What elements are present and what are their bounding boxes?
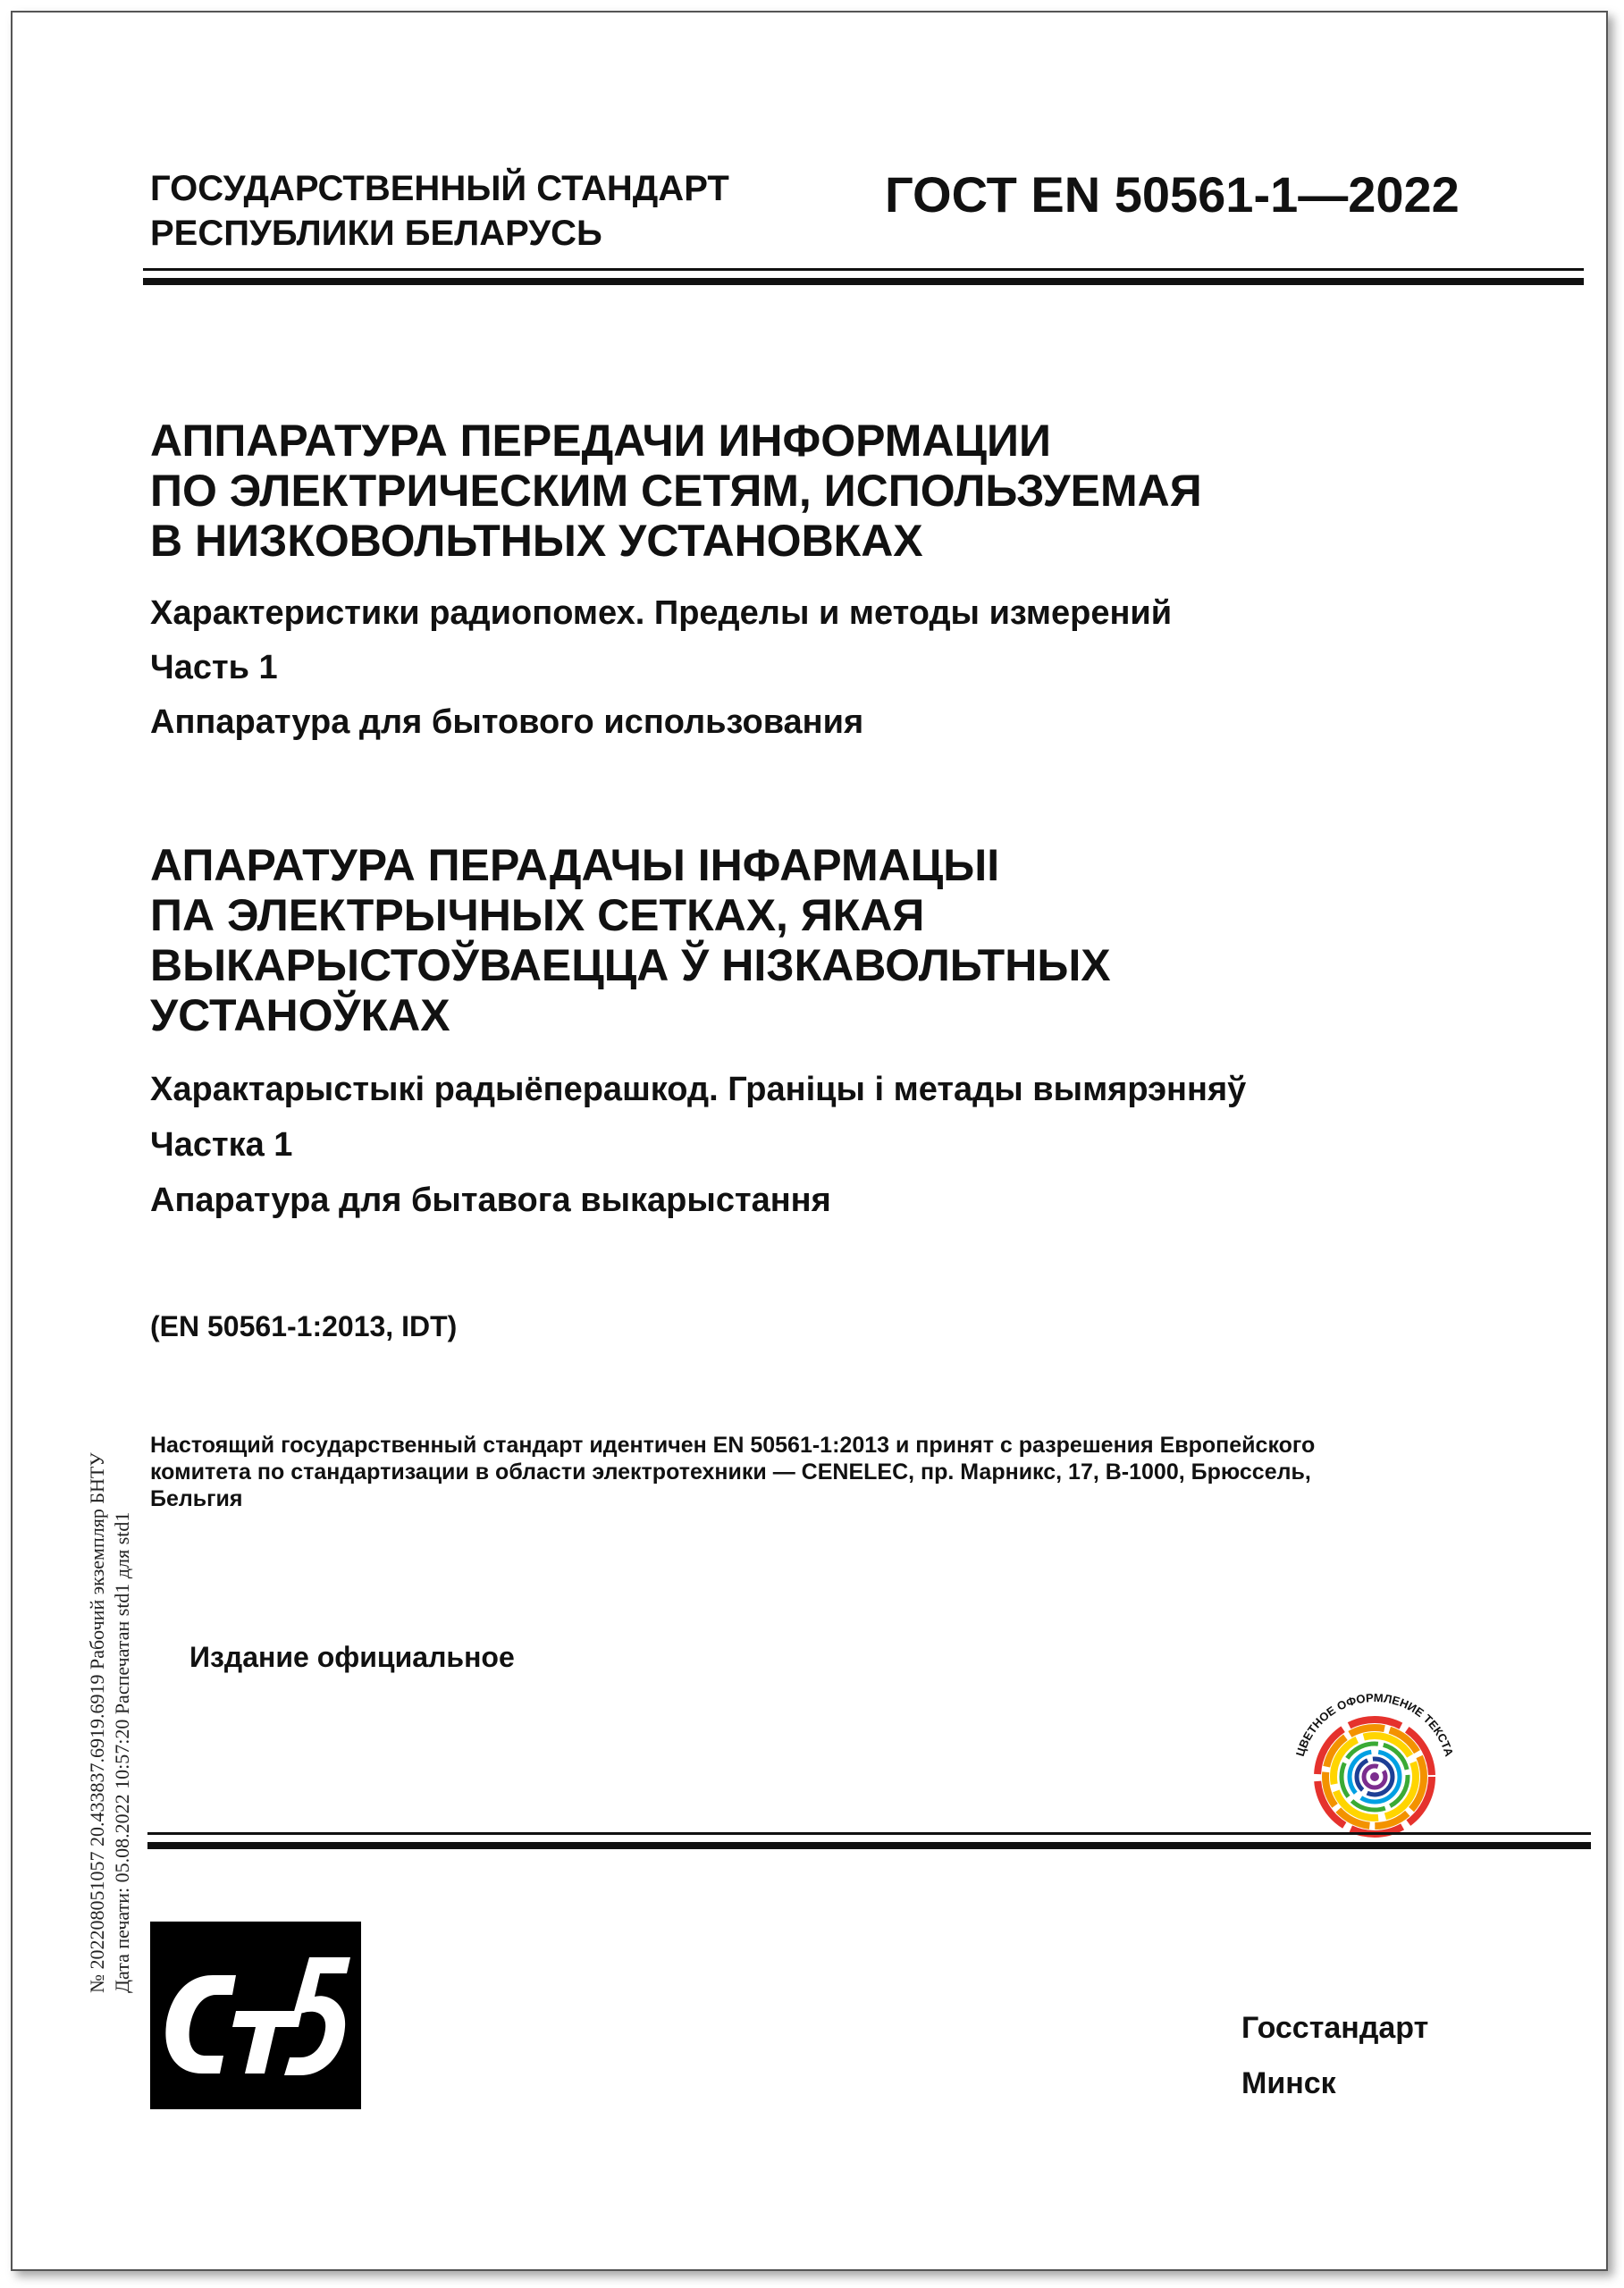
- notice-line-1: Настоящий государственный стандарт идентичен EN 50561-1:2013 и принят с разрешения Европейского: [150, 1433, 1316, 1458]
- part-ru: Часть 1: [150, 649, 278, 686]
- footer-rule-thin: [147, 1832, 1591, 1835]
- header-rule-thick: [143, 278, 1584, 285]
- title-by-line-1: АПАРАТУРА ПЕРАДАЧЫ ІНФАРМАЦЫІ: [150, 840, 1000, 890]
- color-design-badge-icon: [1276, 1668, 1473, 1864]
- part-title-by: Апаратура для бытавога выкарыстання: [150, 1182, 831, 1219]
- badge-text: ЦВЕТНОЕ ОФОРМЛЕНИЕ ТЕКСТА: [1292, 1690, 1457, 1758]
- footer-rule-thick: [147, 1842, 1591, 1849]
- notice-line-2: комитета по стандартизации в области электротехники — CENELEC, пр. Марникс, 17, B-1000, Брюссель,: [150, 1459, 1311, 1485]
- authority-line-1: ГОСУДАРСТВЕННЫЙ СТАНДАРТ: [150, 169, 729, 208]
- title-by-line-3: ВЫКАРЫСТОЎВАЕЦЦА Ў НІЗКАВОЛЬТНЫХ: [150, 940, 1111, 990]
- subtitle-ru: Характеристики радиопомех. Пределы и методы измерений: [150, 594, 1173, 632]
- part-title-ru: Аппаратура для бытового использования: [150, 703, 864, 741]
- equivalence-note: (EN 50561-1:2013, IDT): [150, 1310, 458, 1342]
- authority-line-2: РЕСПУБЛИКИ БЕЛАРУСЬ: [150, 214, 602, 253]
- header-rule-thin: [143, 268, 1584, 271]
- publisher-name: Госстандарт: [1241, 2011, 1429, 2045]
- issuing-authority: [150, 166, 729, 256]
- badge-rings: [1317, 1720, 1432, 1834]
- title-ru-line-2: ПО ЭЛЕКТРИЧЕСКИМ СЕТЯМ, ИСПОЛЬЗУЕМАЯ: [150, 466, 1202, 516]
- part-by: Частка 1: [150, 1126, 293, 1164]
- title-by-line-4: УСТАНОЎКАХ: [150, 990, 450, 1040]
- subtitle-by: Характарыстыкі радыёперашкод. Граніцы і метады вымярэнняў: [150, 1071, 1247, 1108]
- standard-code: ГОСТ EN 50561-1—2022: [885, 166, 1460, 223]
- title-ru-line-1: АППАРАТУРА ПЕРЕДАЧИ ИНФОРМАЦИИ: [150, 416, 1051, 466]
- stamp-line-1: № 202208051057 20.433837.6919.6919 Рабочий экземпляр БНТУ: [86, 1452, 108, 1993]
- title-russian: [150, 416, 1202, 566]
- title-belarusian: [150, 840, 1111, 1040]
- standards-logo-icon: [150, 1922, 361, 2109]
- adoption-notice: [150, 1432, 1446, 1512]
- notice-line-3: Бельгия: [150, 1486, 243, 1511]
- edition-label: Издание официальное: [189, 1641, 515, 1673]
- stamp-line-2: Дата печати: 05.08.2022 10:57:20 Распечатан std1 для std1: [111, 1511, 133, 1993]
- publisher-city: Минск: [1241, 2066, 1336, 2100]
- print-stamp: [85, 1452, 135, 1993]
- title-by-line-2: ПА ЭЛЕКТРЫЧНЫХ СЕТКАХ, ЯКАЯ: [150, 890, 925, 940]
- title-ru-line-3: В НИЗКОВОЛЬТНЫХ УСТАНОВКАХ: [150, 516, 923, 566]
- badge-core: [1370, 1772, 1379, 1781]
